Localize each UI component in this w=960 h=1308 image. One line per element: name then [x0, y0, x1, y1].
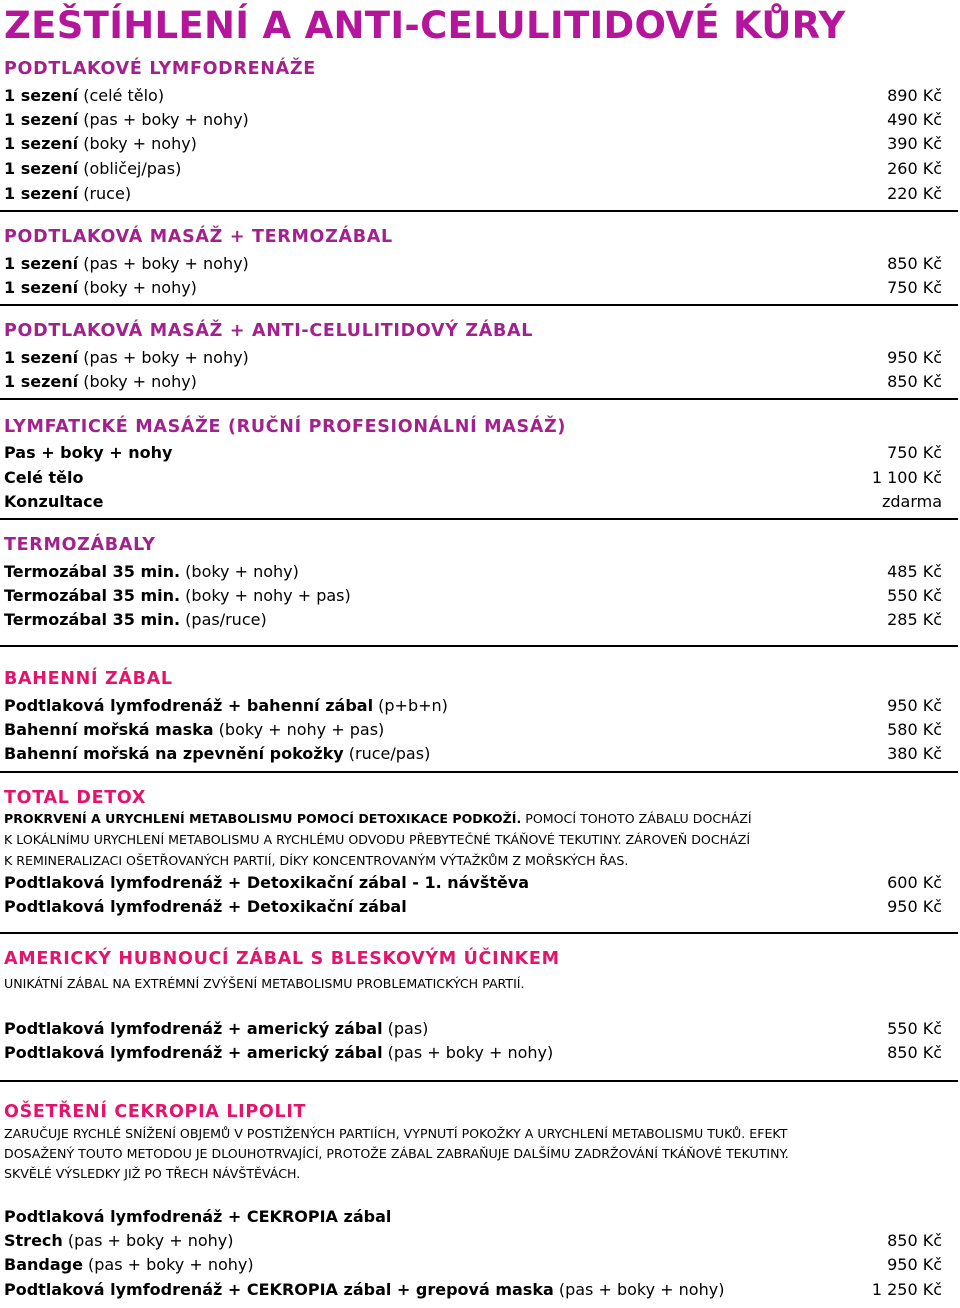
price-row	[4, 182, 942, 206]
row-price: 580 Kč	[887, 720, 942, 739]
row-price: 260 Kč	[887, 159, 942, 178]
row-label: Podtlaková lymfodrenáž + americký zábal (pas)	[4, 1019, 429, 1038]
row-label: Podtlaková lymfodrenáž + CEKROPIA zábal + grepová maska (pas + boky + nohy)	[4, 1280, 725, 1299]
price-row	[4, 1253, 942, 1277]
section-divider	[0, 771, 958, 773]
price-row	[4, 84, 942, 108]
row-price: 285 Kč	[887, 610, 942, 629]
section-description: UNIKÁTNÍ ZÁBAL NA EXTRÉMNÍ ZVÝŠENÍ METABOLISMU PROBLEMATICKÝCH PARTIÍ.	[4, 976, 525, 991]
row-label: 1 sezení (obličej/pas)	[4, 159, 182, 178]
section-description: K LOKÁLNÍMU URYCHLENÍ METABOLISMU A RYCHLÉMU ODVODU PŘEBYTEČNÉ TKÁŇOVÉ TEKUTINY. ZÁROVEŇ DOCHÁZÍ	[4, 832, 751, 847]
section-divider	[0, 398, 958, 400]
row-price: 950 Kč	[887, 1255, 942, 1274]
section-title: LYMFATICKÉ MASÁŽE (RUČNÍ PROFESIONÁLNÍ MASÁŽ)	[4, 417, 567, 437]
price-row	[4, 157, 942, 181]
price-row	[4, 370, 942, 394]
row-price: 600 Kč	[887, 873, 942, 892]
price-row	[4, 1278, 942, 1302]
row-label: 1 sezení (celé tělo)	[4, 86, 165, 105]
price-row	[4, 1229, 942, 1253]
price-row	[4, 1017, 942, 1041]
section-divider	[0, 210, 958, 212]
price-row	[4, 560, 942, 584]
price-row	[4, 346, 942, 370]
row-label: 1 sezení (pas + boky + nohy)	[4, 254, 249, 273]
row-label: Podtlaková lymfodrenáž + Detoxikační zábal - 1. návštěva	[4, 873, 530, 892]
row-price: 950 Kč	[887, 348, 942, 367]
section-description: SKVĚLÉ VÝSLEDKY JIŽ PO TŘECH NÁVŠTĚVÁCH.	[4, 1166, 301, 1181]
row-price: 850 Kč	[887, 1231, 942, 1250]
row-label: Bahenní mořská na zpevnění pokožky (ruce/pas)	[4, 744, 431, 763]
section-divider	[0, 518, 958, 520]
row-label: Strech (pas + boky + nohy)	[4, 1231, 234, 1250]
row-label: Pas + boky + nohy	[4, 443, 173, 462]
price-row	[4, 466, 942, 490]
section-title: BAHENNÍ ZÁBAL	[4, 669, 173, 689]
row-label: Konzultace	[4, 492, 104, 511]
section-title: PODTLAKOVÁ MASÁŽ + ANTI-CELULITIDOVÝ ZÁBAL	[4, 321, 534, 341]
section-divider	[0, 304, 958, 306]
row-price: 390 Kč	[887, 134, 942, 153]
price-row	[4, 132, 942, 156]
row-label: Termozábal 35 min. (boky + nohy + pas)	[4, 586, 351, 605]
row-label: Termozábal 35 min. (pas/ruce)	[4, 610, 267, 629]
row-price: 490 Kč	[887, 110, 942, 129]
row-price: 890 Kč	[887, 86, 942, 105]
price-row	[4, 441, 942, 465]
section-description: PROKRVENÍ A URYCHLENÍ METABOLISMU POMOCÍ DETOXIKACE PODKOŽÍ. POMOCÍ TOHOTO ZÁBALU DOCHÁZÍ	[4, 811, 752, 826]
row-price: 950 Kč	[887, 696, 942, 715]
section-divider	[0, 1080, 958, 1082]
section-divider	[0, 645, 958, 647]
row-price: 950 Kč	[887, 897, 942, 916]
section-title: OŠETŘENÍ CEKROPIA LIPOLIT	[4, 1102, 307, 1122]
section-title: PODTLAKOVÉ LYMFODRENÁŽE	[4, 59, 316, 79]
section-description: ZARUČUJE RYCHLÉ SNÍŽENÍ OBJEMŮ V POSTIŽENÝCH PARTIÍCH, VYPNUTÍ POKOŽKY A URYCHLENÍ METABOLISMU TUKŮ. EFEKT	[4, 1126, 788, 1141]
price-row	[4, 490, 942, 514]
row-label: 1 sezení (ruce)	[4, 184, 132, 203]
row-price: 750 Kč	[887, 443, 942, 462]
row-label: 1 sezení (boky + nohy)	[4, 372, 197, 391]
row-label: Bahenní mořská maska (boky + nohy + pas)	[4, 720, 385, 739]
row-label: Podtlaková lymfodrenáž + Detoxikační zábal	[4, 897, 407, 916]
row-price: zdarma	[881, 492, 942, 511]
row-label: Podtlaková lymfodrenáž + bahenní zábal (p+b+n)	[4, 696, 448, 715]
section-title: PODTLAKOVÁ MASÁŽ + TERMOZÁBAL	[4, 227, 393, 247]
price-row	[4, 1041, 942, 1065]
price-row	[4, 584, 942, 608]
section-description: K REMINERALIZACI OŠETŘOVANÝCH PARTIÍ, DÍKY KONCENTROVANÝM VÝTAŽKŮM Z MOŘSKÝCH ŘAS.	[4, 853, 629, 868]
row-price: 380 Kč	[887, 744, 942, 763]
row-price: 850 Kč	[887, 372, 942, 391]
section-title: TOTAL DETOX	[4, 788, 147, 808]
section-title: TERMOZÁBALY	[4, 535, 156, 555]
price-row	[4, 608, 942, 632]
row-price: 1 250 Kč	[871, 1280, 942, 1299]
price-row	[4, 895, 942, 919]
row-price: 850 Kč	[887, 254, 942, 273]
price-row	[4, 694, 942, 718]
row-price: 750 Kč	[887, 278, 942, 297]
row-label: Podtlaková lymfodrenáž + americký zábal (pas + boky + nohy)	[4, 1043, 554, 1062]
section-description: DOSAŽENÝ TOUTO METODOU JE DLOUHOTRVAJÍCÍ, PROTOŽE ZÁBAL ZABRAŇUJE DALŠÍMU ZADRŽOVÁNÍ TKÁŇOVÉ TEKUTINY.	[4, 1146, 789, 1161]
page-title: ZEŠTÍHLENÍ A ANTI-CELULITIDOVÉ KŮRY	[4, 4, 846, 47]
price-row	[4, 742, 942, 766]
row-label: 1 sezení (pas + boky + nohy)	[4, 348, 249, 367]
price-row	[4, 252, 942, 276]
price-row	[4, 108, 942, 132]
row-price: 550 Kč	[887, 1019, 942, 1038]
row-label: Podtlaková lymfodrenáž + CEKROPIA zábal	[4, 1207, 392, 1226]
row-price: 1 100 Kč	[871, 468, 942, 487]
row-label: Termozábal 35 min. (boky + nohy)	[4, 562, 299, 581]
row-label: 1 sezení (pas + boky + nohy)	[4, 110, 249, 129]
row-price: 485 Kč	[887, 562, 942, 581]
row-label: 1 sezení (boky + nohy)	[4, 134, 197, 153]
row-label: Celé tělo	[4, 468, 84, 487]
row-price: 550 Kč	[887, 586, 942, 605]
row-label: Bandage (pas + boky + nohy)	[4, 1255, 254, 1274]
price-row	[4, 276, 942, 300]
section-title: AMERICKÝ HUBNOUCÍ ZÁBAL S BLESKOVÝM ÚČINKEM	[4, 949, 560, 969]
section-divider	[0, 932, 958, 934]
row-price: 220 Kč	[887, 184, 942, 203]
row-price: 850 Kč	[887, 1043, 942, 1062]
row-label: 1 sezení (boky + nohy)	[4, 278, 197, 297]
price-row	[4, 718, 942, 742]
price-row	[4, 871, 942, 895]
price-row	[4, 1205, 942, 1229]
